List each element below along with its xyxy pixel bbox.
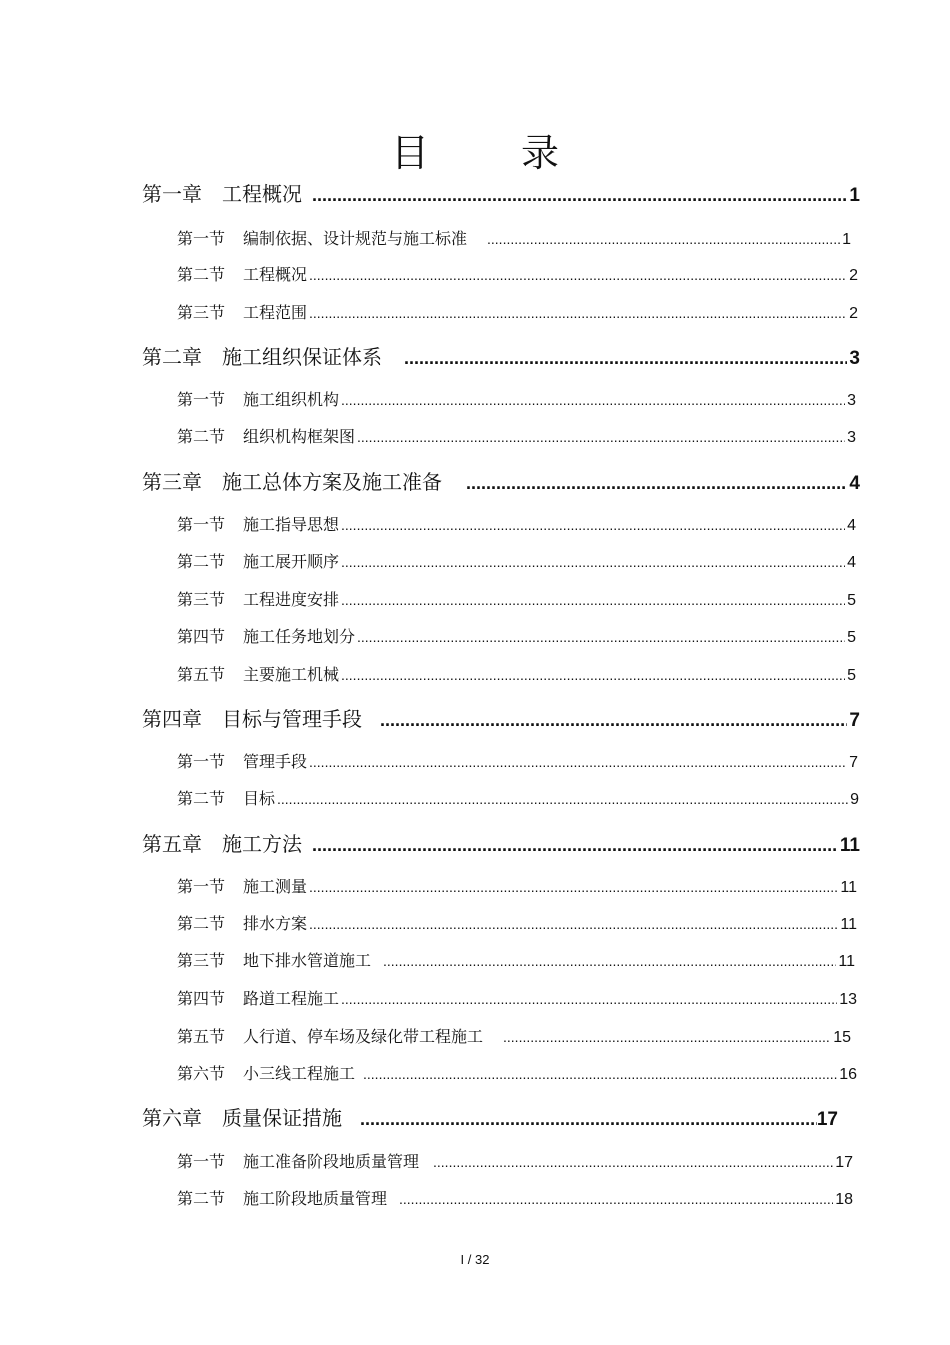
- title-char-2: 录: [521, 131, 560, 175]
- section-number: 第二节: [177, 789, 226, 808]
- chapter-number: 第二章: [142, 345, 202, 369]
- toc-section-5-3[interactable]: [177, 948, 855, 971]
- page-number: 1: [842, 231, 851, 248]
- section-number: 第二节: [177, 1189, 226, 1208]
- section-title: 施工指导思想: [243, 515, 340, 534]
- page-number: 7: [849, 754, 858, 771]
- page-number: 5: [847, 667, 856, 684]
- chapter-number: 第四章: [142, 707, 202, 731]
- page-number: 4: [849, 473, 860, 494]
- leader-dots: [357, 429, 845, 445]
- page-number: 2: [849, 267, 858, 284]
- leader-dots: [383, 953, 836, 969]
- page-number: 2: [849, 305, 858, 322]
- leader-dots: [341, 991, 837, 1007]
- section-title: 施工准备阶段地质量管理: [243, 1152, 420, 1171]
- section-number: 第四节: [177, 627, 226, 646]
- leader-dots: [341, 592, 845, 608]
- toc-section-6-1[interactable]: [177, 1149, 853, 1172]
- section-title: 工程进度安排: [243, 590, 340, 609]
- leader-dots: [503, 1029, 831, 1045]
- section-number: 第五节: [177, 665, 226, 684]
- toc-section-6-2[interactable]: [177, 1186, 853, 1209]
- leader-dots: [309, 754, 847, 770]
- section-title: 排水方案: [243, 914, 308, 933]
- page-indicator: I / 32: [460, 1252, 490, 1267]
- title-char-1: 目: [390, 131, 429, 175]
- section-title: 小三线工程施工: [243, 1064, 356, 1083]
- section-number: 第三节: [177, 951, 226, 970]
- toc-section-1-1[interactable]: [177, 226, 851, 249]
- toc-section-5-2[interactable]: [177, 911, 857, 934]
- page-number: 16: [839, 1066, 857, 1083]
- chapter-title: 工程概况: [222, 182, 302, 206]
- section-title: 主要施工机械: [243, 665, 340, 684]
- leader-dots: [404, 348, 847, 369]
- toc-section-2-2[interactable]: [177, 424, 856, 447]
- section-number: 第一节: [177, 390, 226, 409]
- leader-dots: [357, 629, 845, 645]
- section-title: 管理手段: [243, 752, 308, 771]
- section-title: 人行道、停车场及绿化带工程施工: [243, 1027, 484, 1046]
- toc-section-1-3[interactable]: [177, 300, 858, 323]
- section-title: 施工阶段地质量管理: [243, 1189, 388, 1208]
- toc-section-5-1[interactable]: [177, 874, 857, 897]
- leader-dots: [309, 879, 838, 895]
- page-number: 13: [839, 991, 857, 1008]
- toc-chapter-1[interactable]: [142, 178, 860, 207]
- leader-dots: [309, 305, 847, 321]
- toc-section-2-1[interactable]: [177, 387, 856, 410]
- toc-chapter-5[interactable]: [142, 828, 860, 857]
- page-number: 11: [838, 953, 855, 970]
- page-number: 1: [849, 185, 860, 206]
- page-number: 9: [850, 791, 859, 808]
- chapter-number: 第六章: [142, 1106, 202, 1130]
- leader-dots: [341, 517, 845, 533]
- section-title: 工程概况: [243, 265, 308, 284]
- chapter-title: 目标与管理手段: [222, 707, 362, 731]
- leader-dots: [312, 835, 838, 856]
- page-number: 7: [849, 710, 860, 731]
- toc-section-5-4[interactable]: [177, 986, 857, 1009]
- page-number: 3: [847, 429, 856, 446]
- section-number: 第一节: [177, 752, 226, 771]
- chapter-number: 第一章: [142, 182, 202, 206]
- toc-section-3-2[interactable]: [177, 549, 856, 572]
- leader-dots: [277, 791, 848, 807]
- leader-dots: [399, 1191, 833, 1207]
- toc-section-4-1[interactable]: [177, 749, 858, 772]
- leader-dots: [487, 231, 840, 247]
- leader-dots: [363, 1066, 837, 1082]
- section-title: 地下排水管道施工: [243, 951, 372, 970]
- chapter-title: 施工组织保证体系: [222, 345, 382, 369]
- page-number: 11: [840, 879, 857, 896]
- page-number: 17: [816, 1109, 838, 1130]
- leader-dots: [309, 916, 838, 932]
- section-number: 第一节: [177, 515, 226, 534]
- section-title: 施工测量: [243, 877, 308, 896]
- toc-chapter-6[interactable]: [142, 1102, 838, 1131]
- toc-chapter-3[interactable]: [142, 466, 860, 495]
- page-number: 3: [847, 392, 856, 409]
- toc-section-3-1[interactable]: [177, 512, 856, 535]
- page-number: 11: [839, 835, 860, 856]
- section-number: 第一节: [177, 229, 226, 248]
- toc-section-3-5[interactable]: [177, 662, 856, 685]
- page-number: 15: [833, 1029, 851, 1046]
- section-number: 第二节: [177, 914, 226, 933]
- chapter-title: 质量保证措施: [222, 1106, 342, 1130]
- leader-dots: [466, 473, 847, 494]
- chapter-number: 第三章: [142, 470, 202, 494]
- leader-dots: [380, 710, 847, 731]
- page-number: 11: [840, 916, 857, 933]
- page-number: 17: [835, 1154, 853, 1171]
- section-title: 路道工程施工: [243, 989, 340, 1008]
- toc-section-3-3[interactable]: [177, 587, 856, 610]
- leader-dots: [360, 1109, 817, 1130]
- page-number: 4: [847, 554, 856, 571]
- leader-dots: [312, 185, 847, 206]
- section-title: 目标: [243, 789, 276, 808]
- section-number: 第四节: [177, 989, 226, 1008]
- section-number: 第二节: [177, 427, 226, 446]
- section-number: 第一节: [177, 877, 226, 896]
- section-number: 第三节: [177, 590, 226, 609]
- toc-section-5-5[interactable]: [177, 1024, 851, 1047]
- chapter-title: 施工方法: [222, 832, 302, 856]
- leader-dots: [341, 554, 845, 570]
- page-number: 3: [849, 348, 860, 369]
- toc-chapter-2[interactable]: [142, 341, 860, 370]
- section-number: 第六节: [177, 1064, 226, 1083]
- chapter-title: 施工总体方案及施工准备: [222, 470, 442, 494]
- section-number: 第一节: [177, 1152, 226, 1171]
- page-number: 18: [835, 1191, 853, 1208]
- section-title: 施工组织机构: [243, 390, 340, 409]
- section-number: 第二节: [177, 265, 226, 284]
- toc-section-1-2[interactable]: [177, 262, 858, 285]
- leader-dots: [309, 267, 847, 283]
- toc-section-4-2[interactable]: [177, 786, 859, 809]
- leader-dots: [433, 1154, 833, 1170]
- section-number: 第五节: [177, 1027, 226, 1046]
- page-number: 5: [847, 629, 856, 646]
- section-title: 编制依据、设计规范与施工标准: [243, 229, 468, 248]
- page-title: [0, 122, 950, 177]
- page-number: 4: [847, 517, 856, 534]
- section-title: 工程范围: [243, 303, 308, 322]
- leader-dots: [341, 392, 845, 408]
- toc-section-5-6[interactable]: [177, 1061, 857, 1084]
- section-title: 组织机构框架图: [243, 427, 356, 446]
- leader-dots: [341, 667, 845, 683]
- section-title: 施工展开顺序: [243, 552, 340, 571]
- chapter-number: 第五章: [142, 832, 202, 856]
- section-title: 施工任务地划分: [243, 627, 356, 646]
- page-number: 5: [847, 592, 856, 609]
- section-number: 第二节: [177, 552, 226, 571]
- section-number: 第三节: [177, 303, 226, 322]
- toc-section-3-4[interactable]: [177, 624, 856, 647]
- toc-chapter-4[interactable]: [142, 703, 860, 732]
